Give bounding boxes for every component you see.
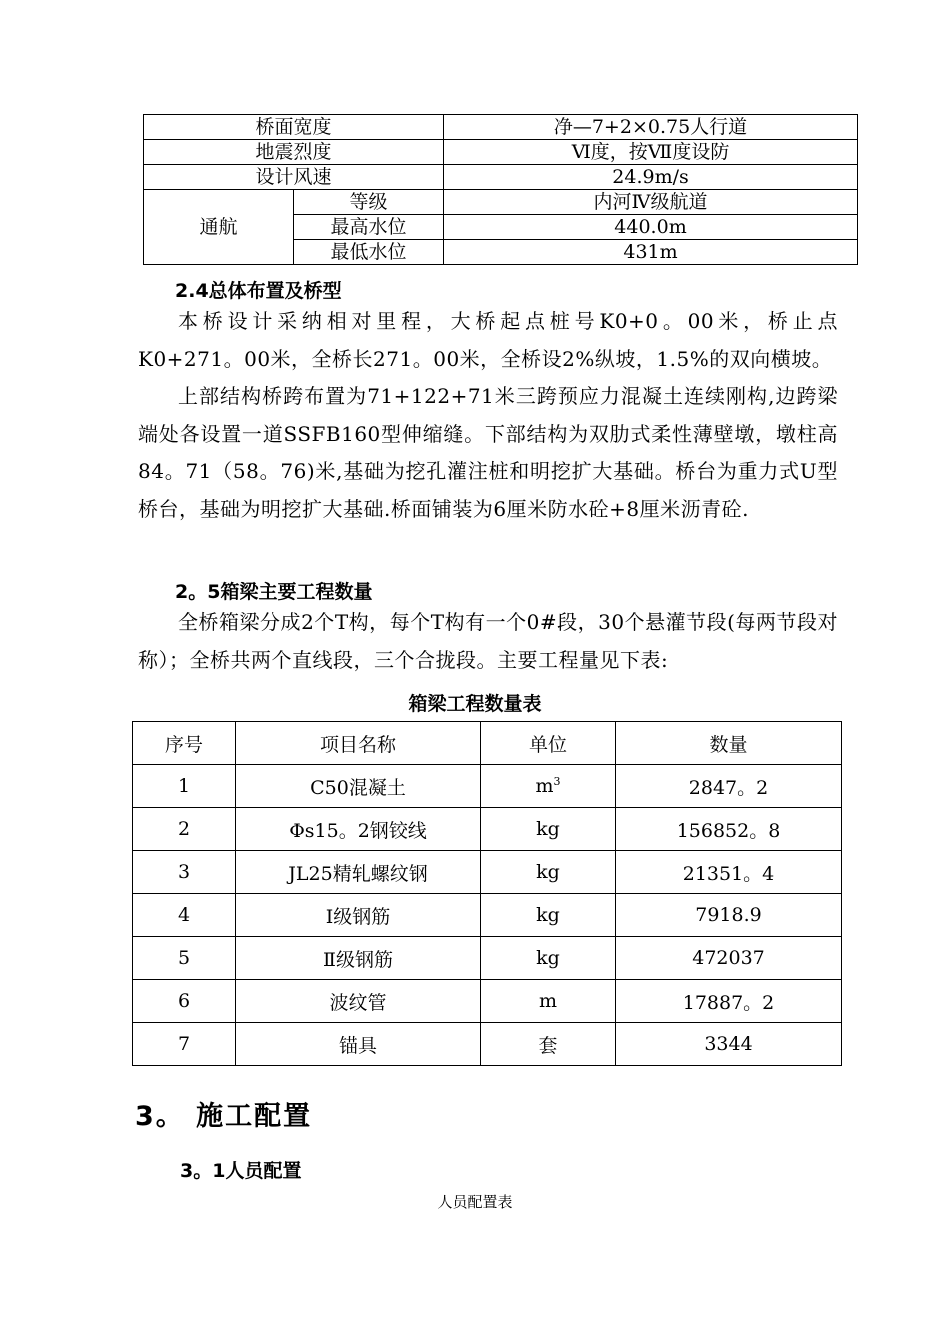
param-label: 地震烈度 [144,140,444,165]
item-unit: kg [481,851,616,894]
item-quantity: 7918.9 [616,894,842,937]
item-unit: kg [481,937,616,980]
section-heading: 3。1人员配置 [180,1160,302,1182]
quantities-table [132,721,842,1066]
column-header: 序号 [133,722,236,765]
table-row [144,140,858,165]
paragraph: 全桥箱梁分成2个T构，每个T构有一个0#段，30个悬灌节段(每两节段对称）；全桥共两个直线段，三个合拢段。主要工程量见下表: [138,610,838,672]
row-number: 7 [133,1023,236,1066]
row-number: 6 [133,980,236,1023]
section-body [138,604,838,679]
param-label: 设计风速 [144,165,444,190]
paragraph: 本桥设计采纳相对里程，大桥起点桩号K0+0。00米，桥止点K0+271。00米，全桥长271。00米，全桥设2%纵坡，1.5%的双向横坡。 [138,309,838,371]
item-unit: 套 [481,1023,616,1066]
table-row [144,165,858,190]
table-caption: 人员配置表 [437,1193,513,1211]
table-row [133,765,842,808]
param-label: 最高水位 [294,215,444,240]
item-unit: kg [481,894,616,937]
section-heading: 2.4总体布置及桥型 [175,280,342,302]
unit-text: m [535,775,554,797]
navigation-group-label: 通航 [144,190,294,265]
section-body [138,303,838,528]
param-value: 24.9m/s [444,165,858,190]
item-quantity: 156852。8 [616,808,842,851]
item-name: C50混凝土 [236,765,481,808]
item-name: 锚具 [236,1023,481,1066]
column-header: 单位 [481,722,616,765]
paragraph: 上部结构桥跨布置为71+122+71米三跨预应力混凝土连续刚构,边跨梁端处各设置一道SSFB160型伸缩缝。下部结构为双肋式柔性薄壁墩，墩柱高84。71（58。76)米,基础为挖孔灌注桩和明挖扩大基础。桥台为重力式U型桥台，基础为明挖扩大基础.桥面铺装为6厘米防水砼+8厘米沥青砼. [138,384,838,521]
chapter-heading: 3。 施工配置 [135,1101,313,1132]
param-value: 440.0m [444,215,858,240]
row-number: 5 [133,937,236,980]
param-label: 最低水位 [294,240,444,265]
item-name: JL25精轧螺纹钢 [236,851,481,894]
item-quantity: 3344 [616,1023,842,1066]
table-row [133,894,842,937]
item-quantity: 2847。2 [616,765,842,808]
param-value: 内河Ⅳ级航道 [444,190,858,215]
row-number: 4 [133,894,236,937]
param-value: Ⅵ度，按Ⅶ度设防 [444,140,858,165]
table-row [133,1023,842,1066]
table-row [133,851,842,894]
item-quantity: 17887。2 [616,980,842,1023]
param-label: 等级 [294,190,444,215]
table-row [133,808,842,851]
row-number: 1 [133,765,236,808]
param-label: 桥面宽度 [144,115,444,140]
item-quantity: 21351。4 [616,851,842,894]
table-row [133,980,842,1023]
item-unit: m [481,980,616,1023]
table-row [144,190,858,215]
unit-superscript: 3 [553,775,561,788]
item-name: 波纹管 [236,980,481,1023]
table-row [133,937,842,980]
param-value: 净—7+2×0.75人行道 [444,115,858,140]
table-row [144,115,858,140]
item-unit [481,765,616,808]
item-quantity: 472037 [616,937,842,980]
section-heading: 2。5箱梁主要工程数量 [175,581,373,603]
table-caption: 箱梁工程数量表 [408,693,542,715]
column-header: 数量 [616,722,842,765]
item-name: Ⅰ级钢筋 [236,894,481,937]
column-header: 项目名称 [236,722,481,765]
bridge-parameters-table [143,114,858,265]
row-number: 2 [133,808,236,851]
item-name: Φs15。2钢铰线 [236,808,481,851]
row-number: 3 [133,851,236,894]
item-unit: kg [481,808,616,851]
param-value: 431m [444,240,858,265]
item-name: Ⅱ级钢筋 [236,937,481,980]
table-header-row [133,722,842,765]
